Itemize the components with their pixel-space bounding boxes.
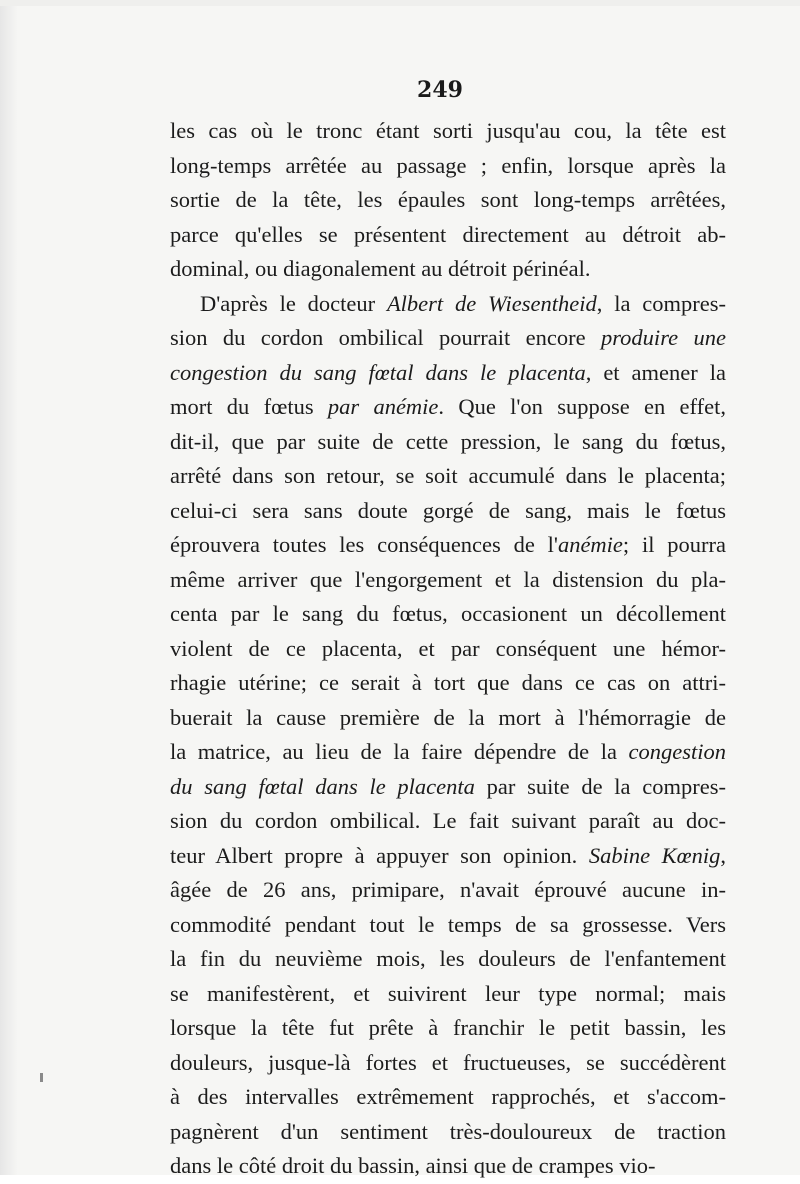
text-line xyxy=(170,114,726,149)
text-line xyxy=(170,494,726,529)
text-line xyxy=(170,321,726,356)
text-run: dans le côté droit du bassin, ainsi que de crampes vio- xyxy=(170,1153,656,1178)
text-line xyxy=(170,459,726,494)
text-run: lorsque la tête fut prête à franchir le petit bassin, les xyxy=(170,1015,726,1040)
text-line xyxy=(170,839,726,874)
text-run: même arriver que l'engorgement et la distension du pla- xyxy=(170,566,726,592)
italic-text: du sang fœtal dans le placenta xyxy=(170,773,475,799)
text-run: teur Albert propre à appuyer son opinion. xyxy=(170,842,589,868)
text-run: , la compres- xyxy=(596,290,726,316)
text-run: centa par le sang du fœtus, occasionent un décollement xyxy=(170,601,726,626)
text-line xyxy=(170,425,726,460)
text-run: douleurs, jusque-là fortes et fructueuses, se succédèrent xyxy=(170,1049,726,1075)
text-line xyxy=(170,287,726,322)
text-run: sion du cordon ombilical. Le fait suivant paraît au doc- xyxy=(170,808,726,833)
text-line xyxy=(170,563,726,598)
text-line xyxy=(170,1149,726,1184)
text-line xyxy=(170,252,726,287)
text-run: dit-il, que par suite de cette pression, le sang du fœtus, xyxy=(170,428,726,454)
text-line xyxy=(170,632,726,667)
text-line xyxy=(170,149,726,184)
text-line xyxy=(170,1115,726,1150)
text-line xyxy=(170,873,726,908)
text-run: pagnèrent d'un sentiment très-douloureux de traction xyxy=(170,1118,726,1144)
text-run: la fin du neuvième mois, les douleurs de l'enfantement xyxy=(170,946,726,971)
text-run: arrêté dans son retour, se soit accumulé dans le placenta; xyxy=(170,463,726,488)
text-run: buerait la cause première de la mort à l'hémorragie de xyxy=(170,704,726,730)
italic-text: produire une xyxy=(601,325,726,350)
text-run: long-temps arrêtée au passage ; enfin, lorsque après la xyxy=(170,152,726,178)
text-run: éprouvera toutes les conséquences de l' xyxy=(170,532,558,557)
text-line xyxy=(170,735,726,770)
margin-mark xyxy=(40,1073,43,1082)
italic-text: anémie xyxy=(557,532,623,557)
text-run: par suite de la compres- xyxy=(474,773,726,799)
page-top-edge xyxy=(0,0,800,6)
text-line xyxy=(170,218,726,253)
text-line xyxy=(170,183,726,218)
text-line xyxy=(170,977,726,1012)
text-run: âgée de 26 ans, primipare, n'avait éprouvé aucune in- xyxy=(170,877,726,902)
text-line xyxy=(170,528,726,563)
text-run: D'après le docteur xyxy=(200,290,387,316)
text-run: la matrice, au lieu de la faire dépendre de la xyxy=(170,739,629,764)
text-run: se manifestèrent, et suivirent leur type normal; mais xyxy=(170,980,726,1006)
italic-text: Sabine Kœnig xyxy=(588,842,721,868)
text-run: sortie de la tête, les épaules sont long-temps arrêtées, xyxy=(170,187,726,212)
italic-text: par anémie xyxy=(327,394,439,419)
text-run: mort du fœtus xyxy=(170,394,328,419)
page-number: 249 xyxy=(417,77,463,103)
text-run: parce qu'elles se présentent directement au détroit ab- xyxy=(170,221,726,247)
text-line xyxy=(170,1046,726,1081)
italic-text: Albert de Wiesentheid xyxy=(386,290,597,316)
text-run: les cas où le tronc étant sorti jusqu'au cou, la tête est xyxy=(170,118,726,143)
text-line xyxy=(170,1080,726,1115)
text-line xyxy=(170,942,726,977)
text-run: ; il pourra xyxy=(622,532,727,557)
italic-text: congestion xyxy=(628,739,726,764)
text-run: sion du cordon ombilical pourrait encore xyxy=(170,325,602,350)
text-line xyxy=(170,597,726,632)
text-line xyxy=(170,1011,726,1046)
text-line xyxy=(170,908,726,943)
text-run: à des intervalles extrêmement rapprochés, et s'accom- xyxy=(170,1084,726,1109)
italic-text: congestion du sang fœtal dans le placenta xyxy=(170,359,586,385)
text-line xyxy=(170,770,726,805)
text-run: violent de ce placenta, et par conséquent une hémor- xyxy=(170,635,726,661)
text-line xyxy=(170,356,726,391)
text-line xyxy=(170,666,726,701)
text-run: dominal, ou diagonalement au détroit périnéal. xyxy=(170,256,591,281)
text-run: . Que l'on suppose en effet, xyxy=(438,394,726,419)
body-text xyxy=(170,114,726,1184)
text-run: celui-ci sera sans doute gorgé de sang, mais le fœtus xyxy=(170,497,726,523)
text-run: rhagie utérine; ce serait à tort que dans ce cas on attri- xyxy=(170,670,726,695)
text-run: , xyxy=(720,842,726,868)
text-line xyxy=(170,390,726,425)
text-line xyxy=(170,804,726,839)
text-run: , et amener la xyxy=(585,359,726,385)
text-line xyxy=(170,701,726,736)
text-run: commodité pendant tout le temps de sa grossesse. Vers xyxy=(170,911,726,937)
page-binding-shadow xyxy=(0,0,18,1175)
